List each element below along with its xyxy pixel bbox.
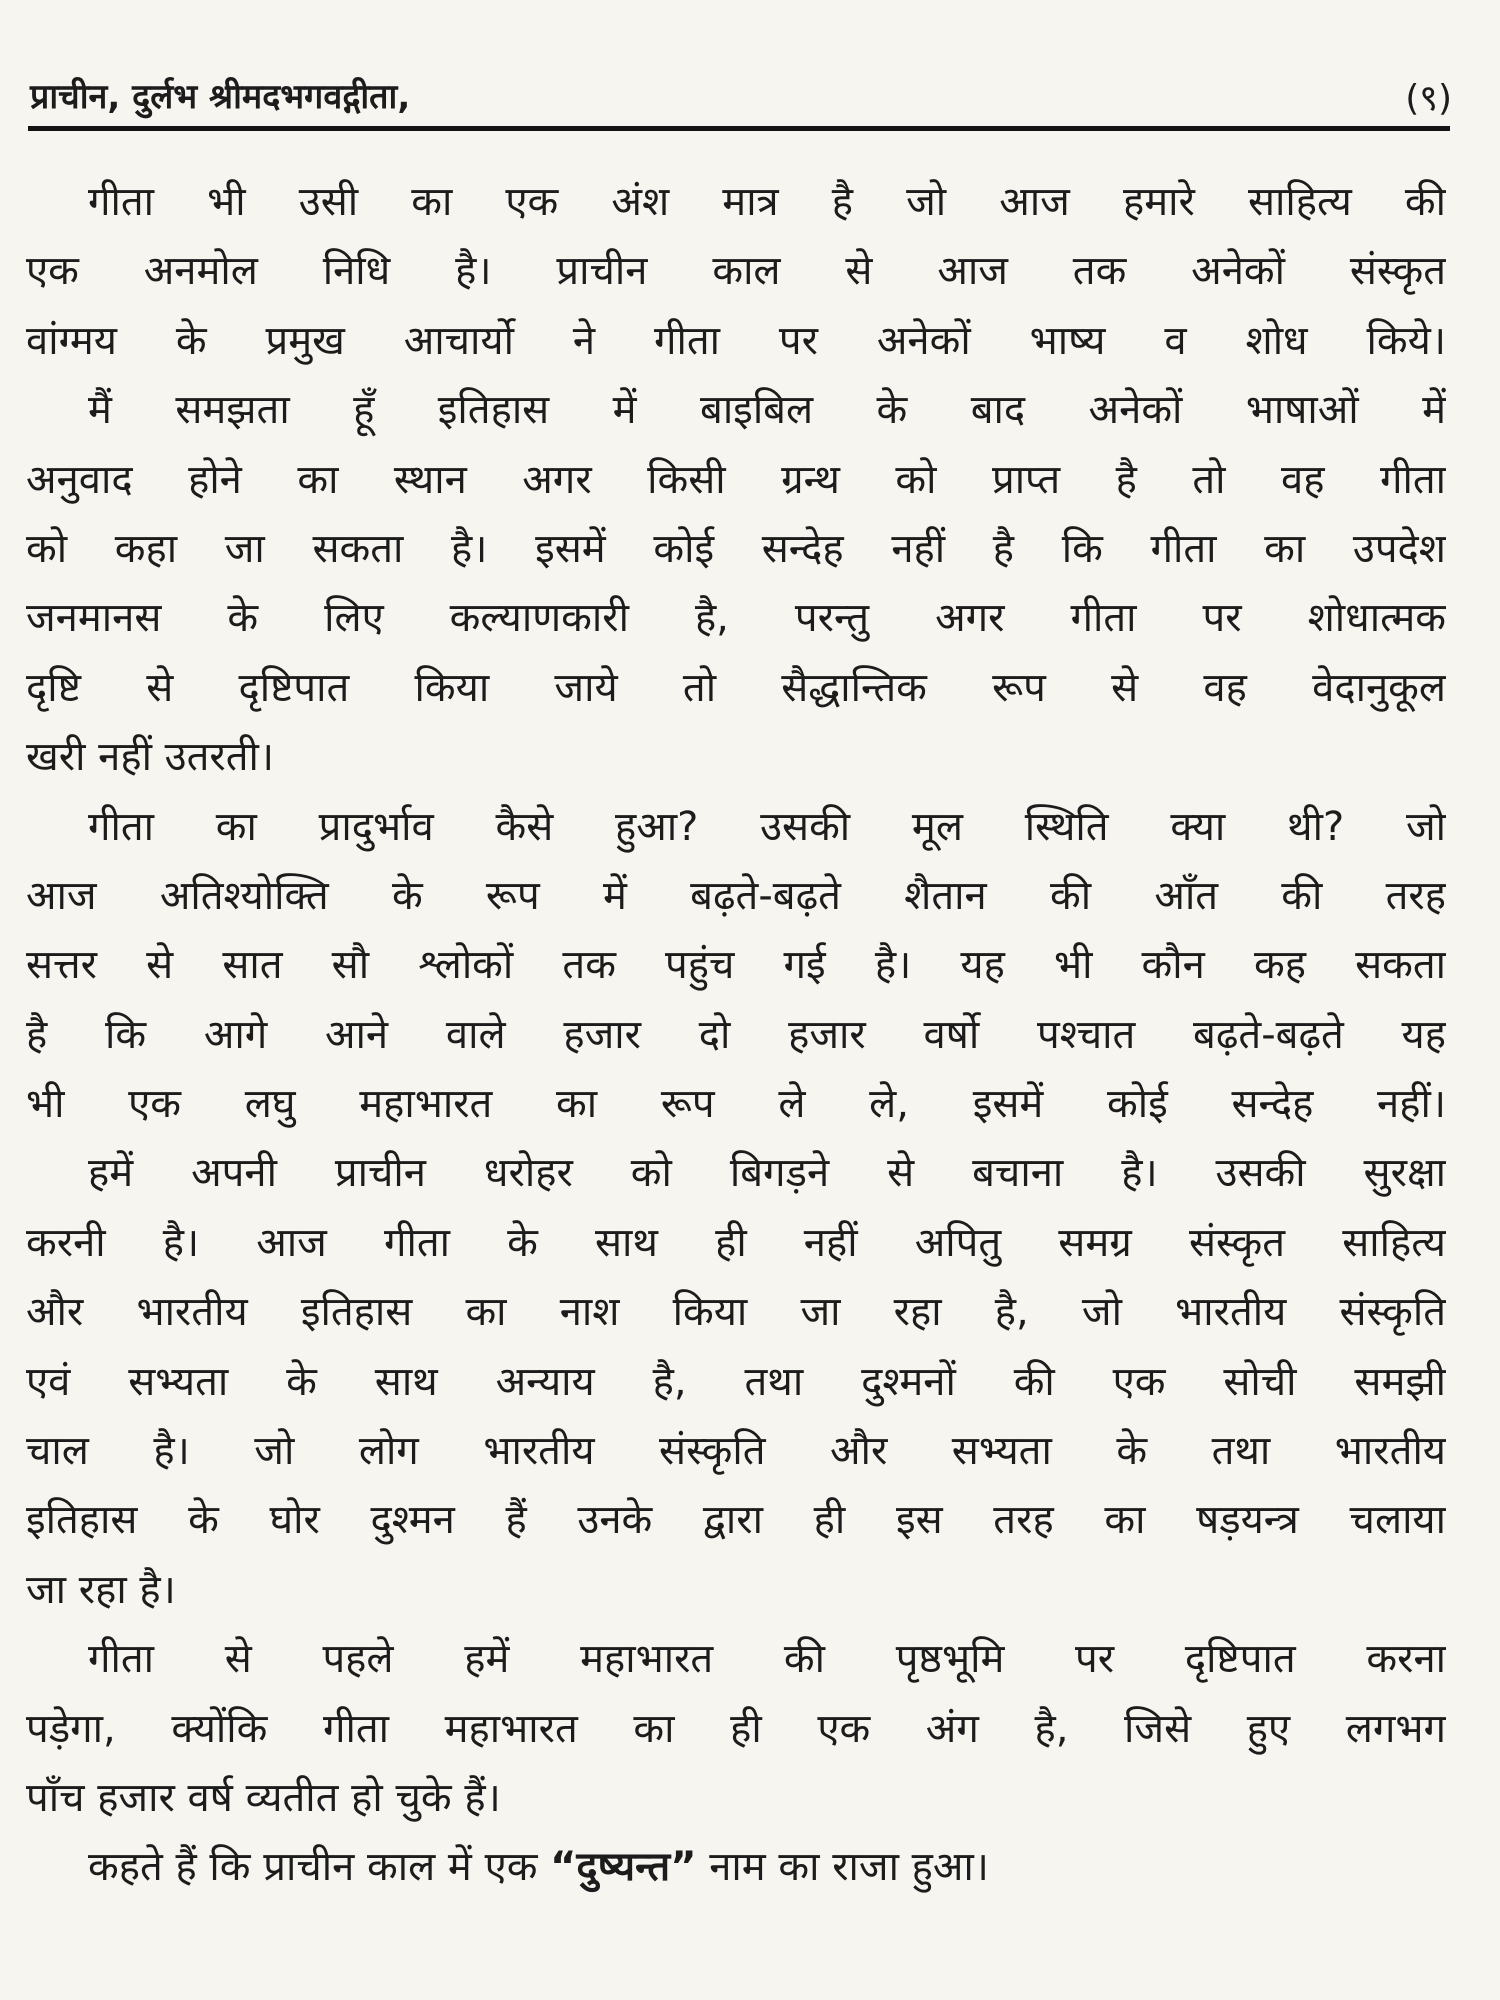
text-line: सत्तर से सात सौ श्लोकों तक पहुंच गई है। यह भी कौन कह सकता [26,942,1446,989]
text-line: करनी है। आज गीता के साथ ही नहीं अपितु समग्र संस्कृत साहित्य [26,1219,1446,1266]
text-line: को कहा जा सकता है। इसमें कोई सन्देह नहीं है कि गीता का उपदेश [26,525,1446,572]
text-line: एवं सभ्यता के साथ अन्याय है, तथा दुश्मनों की एक सोची समझी [26,1358,1446,1405]
text-line: अनुवाद होने का स्थान अगर किसी ग्रन्थ को प्राप्त है तो वह गीता [26,456,1446,503]
king-name: “दुष्यन्त” [550,1844,697,1891]
text-line: चाल है। जो लोग भारतीय संस्कृति और सभ्यता के तथा भारतीय [26,1428,1446,1475]
text-line [26,1833,1446,1902]
text-line: दृष्टि से दृष्टिपात किया जाये तो सैद्धान्तिक रूप से वह वेदानुकूल [26,664,1446,711]
body-text [26,168,1446,1903]
text-line: भी एक लघु महाभारत का रूप ले ले, इसमें कोई सन्देह नहीं। [26,1081,1446,1128]
paragraph-4 [26,1139,1446,1625]
header-rule [28,126,1450,131]
text-segment: नाम का राजा हुआ। [709,1844,989,1891]
paragraph-2 [26,376,1446,792]
text-line: पड़ेगा, क्योंकि गीता महाभारत का ही एक अंग है, जिसे हुए लगभग [26,1705,1446,1752]
book-title: प्राचीन, दुर्लभ श्रीमदभगवद्गीता, [30,77,411,117]
page-number: (९) [1405,78,1452,119]
paragraph-6 [26,1833,1446,1902]
text-line: वांग्मय के प्रमुख आचार्यो ने गीता पर अनेकों भाष्य व शोध किये। [26,317,1446,364]
text-line: गीता का प्रादुर्भाव कैसे हुआ? उसकी मूल स्थिति क्या थी? जो [88,803,1446,850]
text-line: जा रहा है। [26,1566,176,1613]
text-line: हमें अपनी प्राचीन धरोहर को बिगड़ने से बचाना है। उसकी सुरक्षा [88,1150,1446,1197]
text-line: और भारतीय इतिहास का नाश किया जा रहा है, जो भारतीय संस्कृति [26,1289,1446,1336]
text-line: एक अनमोल निधि है। प्राचीन काल से आज तक अनेकों संस्कृत [26,248,1446,295]
text-line: गीता से पहले हमें महाभारत की पृष्ठभूमि पर दृष्टिपात करना [88,1636,1446,1683]
text-segment: कहते हैं कि प्राचीन काल में एक [88,1844,538,1891]
running-header [30,72,1460,124]
text-line: गीता भी उसी का एक अंश मात्र है जो आज हमारे साहित्य की [88,179,1446,225]
paragraph-3 [26,793,1446,1140]
text-line: आज अतिश्योक्ति के रूप में बढ़ते-बढ़ते शैतान की आँत की तरह [26,872,1446,919]
paragraph-1 [26,168,1446,376]
text-line: है कि आगे आने वाले हजार दो हजार वर्षो पश्चात बढ़ते-बढ़ते यह [26,1011,1446,1058]
paragraph-5 [26,1625,1446,1833]
text-line: जनमानस के लिए कल्याणकारी है, परन्तु अगर गीता पर शोधात्मक [26,595,1446,642]
text-line: मैं समझता हूँ इतिहास में बाइबिल के बाद अनेकों भाषाओं में [88,387,1446,434]
text-line: खरी नहीं उतरती। [26,734,275,781]
text-line: पाँच हजार वर्ष व्यतीत हो चुके हैं। [26,1774,501,1821]
text-line: इतिहास के घोर दुश्मन हैं उनके द्वारा ही इस तरह का षड़यन्त्र चलाया [26,1497,1446,1544]
